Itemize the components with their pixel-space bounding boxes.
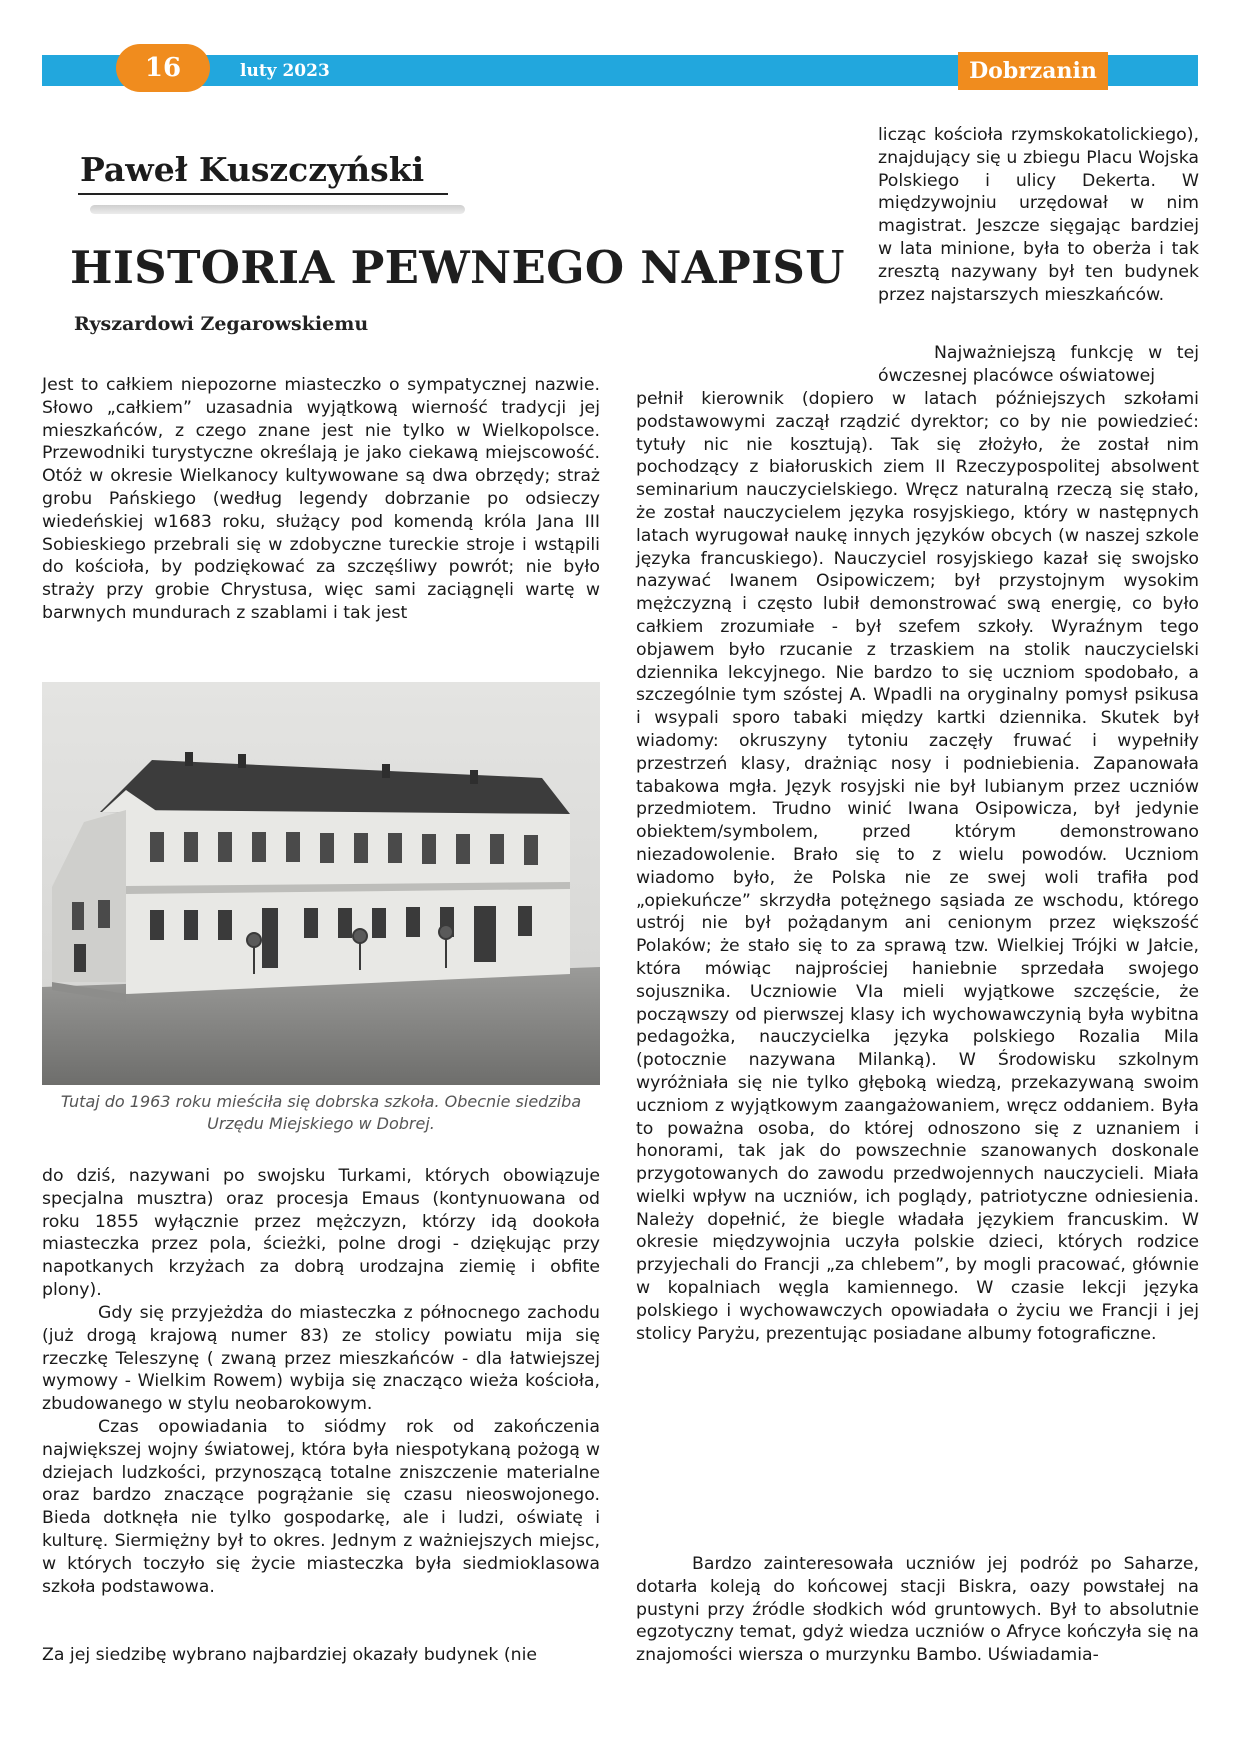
left-paragraph-3: Gdy się przyjeżdża do miasteczka z północnego zachodu (już drogą krajową numer 83) ze stolicy powiatu mija się rzeczkę Teleszynę ( zwaną przez mieszkańców - dla łatwiejszej wymowy - Wielkim Rowem) wybija się znacząco wieża kościoła, zbudowanego w stylu neobarokowym. (42, 1303, 600, 1415)
page-number: 16 (116, 44, 210, 92)
left-paragraph-5: Za jej siedzibę wybrano najbardziej okazały budynek (nie (42, 1645, 538, 1665)
right-paragraph-3: pełnił kierownik (dopiero w latach późniejszych szkołami podstawowymi zaczął rządzić dyrektor; co by nie powiedzieć: tytuły nic nie kosztują). Tak się złożyło, że został nim pochodzący z białoruskich ziem II Rzeczypospolitej absolwent seminarium nauczycielskiego. Wręcz naturalną rzeczą się stało, że został nauczycielem języka rosyjskiego, który w następnych latach wyrugował naukę innych języków obcych (w naszej szkole języka francuskiego). Nauczyciel rosyjskiego kazał się swojsko nazywać Iwanem Osipowiczem; był przystojnym wysokim mężczyzną i często lubił demonstrować swą energię, co było całkiem zrozumiałe - był szefem szkoły. Wyraźnym tego objawem było rzucanie z trzaskiem na stolik nauczycielski dziennika lekcyjnego. Nie bardzo to się uczniom spodobało, a szczególnie tym szóstej A. Wpadli na oryginalny pomysł psikusa i wsypali sporo tabaki między kartki dziennika. Skutek był wiadomy: okruszyny tytoniu zaczęły fruwać i wypełniły przestrzeń klasy, drażniąc nosy i podniebienia. Zapanowała tabakowa mgła. Język rosyjski nie był lubianym przez uczniów przedmiotem. Trudno winić Iwana Osipowicza, był jedynie obiektem/symbolem, przed którym demonstrowano niezadowolenie. Brało się to z wielu powodów. Uczniom wiadomo było, że Polska nie ze swej woli trafiła pod „opiekuńcze” skrzydła potężnego sąsiada ze wschodu, którego ustrój nie był pożądanym ani cenionym przez większość Polaków; że stało się to za sprawą tzw. Wielkiej Trójki w Jałcie, która mówiąc najprościej haniebnie sprzedała swojego sojusznika. Uczniowie VIa mieli wyjątkowe szczęście, że począwszy od pierwszej klasy ich wychowawczynią była wybitna pedagożka, nauczycielka języka polskiego Rozalia Mila (potocznie nazywana Milanką). W Środowisku szkolnym wyróżniała się nie tylko głęboką wiedzą, przekazywaną swoim uczniom z wyjątkowym zaangażowaniem, wręcz oddaniem. Była to poważna osoba, do której odnoszono się z uznaniem i honorami, tak jak do powszechnie szanowanych doskonale przygotowanych do zawodu przedwojennych nauczycieli. Miała wielki wpływ na uczniów, ich poglądy, patriotyczne odniesienia. Należy dopełnić, że biegle władała językiem francuskim. W okresie międzywojnia uczyła polskie dzieci, których rodzice przyjechali do Francji „za chlebem”, by mogli pracować, głównie w kopalniach węgla kamiennego. W czasie lekcji języka polskiego i wychowawczych opowiadała o życiu we Francji i jej stolicy Paryżu, prezentując posiadane albumy fotograficzne. (636, 389, 1199, 1344)
issue-date: luty 2023 (240, 61, 330, 81)
article-dedication: Ryszardowi Zegarowskiemu (74, 313, 369, 335)
historic-school-building-photo (42, 682, 600, 1085)
publication-brand: Dobrzanin (958, 52, 1108, 90)
author-underline (78, 193, 448, 195)
author-shadow-decoration (90, 205, 465, 214)
school-building-illustration (42, 682, 600, 1085)
left-paragraph-1: Jest to całkiem niepozorne miasteczko o sympatycznej nazwie. Słowo „całkiem” uzasadnia wyjątkową wierność tradycji jej mieszkańców, z czego znane jest nie tylko w Wielkopolsce. Przewodniki turystyczne określają je jako ciekawą miejscowość. Otóż w okresie Wielkanocy kultywowane są dwa obrzędy; straż grobu Pańskiego (według legendy dobrzanie po odsieczy wiedeńskiej w1683 roku, służący pod komendą króla Jana III Sobieskiego przebrali się w zdobyczne tureckie stroje i wstąpili do kościoła, by podziękować za szczęśliwy powrót; nie było straży przy grobie Chrystusa, więc sami zaciągnęli wartę w barwnych mundurach z szablami i tak jest (42, 375, 600, 623)
article-title: HISTORIA PEWNEGO NAPISU (70, 241, 845, 294)
right-paragraph-2: Najważniejszą funkcję w tej ówczesnej placówce oświatowej (878, 343, 1199, 386)
right-paragraph-1: licząc kościoła rzymskokatolickiego), znajdujący się u zbiegu Placu Wojska Polskiego i ulicy Dekerta. W międzywojniu urzędował w nim magistrat. Jeszcze sięgając bardziej w lata minione, była to oberża i tak zresztą nazywany był ten budynek przez najstarszych mieszkańców. (878, 125, 1199, 305)
left-paragraph-4: Czas opowiadania to siódmy rok od zakończenia największej wojny światowej, która była niespotykaną pożogą w dziejach ludzkości, przynoszącą totalne zniszczenie materialne oraz bardzo znaczące pogrążanie się czasu nieoswojonego. Bieda dotknęła nie tylko gospodarkę, ale i ludzi, oświatę i kulturę. Siermiężny był to okres. Jednym z ważniejszych miejsc, w których toczyło się życie miasteczka była siedmioklasowa szkoła podstawowa. (42, 1417, 600, 1597)
article-author: Paweł Kuszczyński (80, 150, 425, 189)
right-paragraph-4: Bardzo zainteresowała uczniów jej podróż po Saharze, dotarła koleją do końcowej stacji Biskra, oazy powstałej na pustyni przy źródle słodkich wód gruntowych. Był to absolutnie egzotyczny temat, gdyż wiedza uczniów o Afryce kończyła się na znajomości wiersza o murzynku Bambo. Uświadamia- (636, 1554, 1199, 1666)
photo-caption: Tutaj do 1963 roku mieściła się dobrska szkoła. Obecnie siedziba Urzędu Miejskiego w Dobrej. (60, 1092, 582, 1133)
left-paragraph-2: do dziś, nazywani po swojsku Turkami, których obowiązuje specjalna musztra) oraz procesja Emaus (kontynuowana od roku 1855 wyłącznie przez mężczyzn, którzy idą dookoła miasteczka przez pola, ścieżki, polne drogi - dziękując przy napotkanych krzyżach za dobrą urodzajna ziemię i obfite plony). (42, 1166, 600, 1300)
